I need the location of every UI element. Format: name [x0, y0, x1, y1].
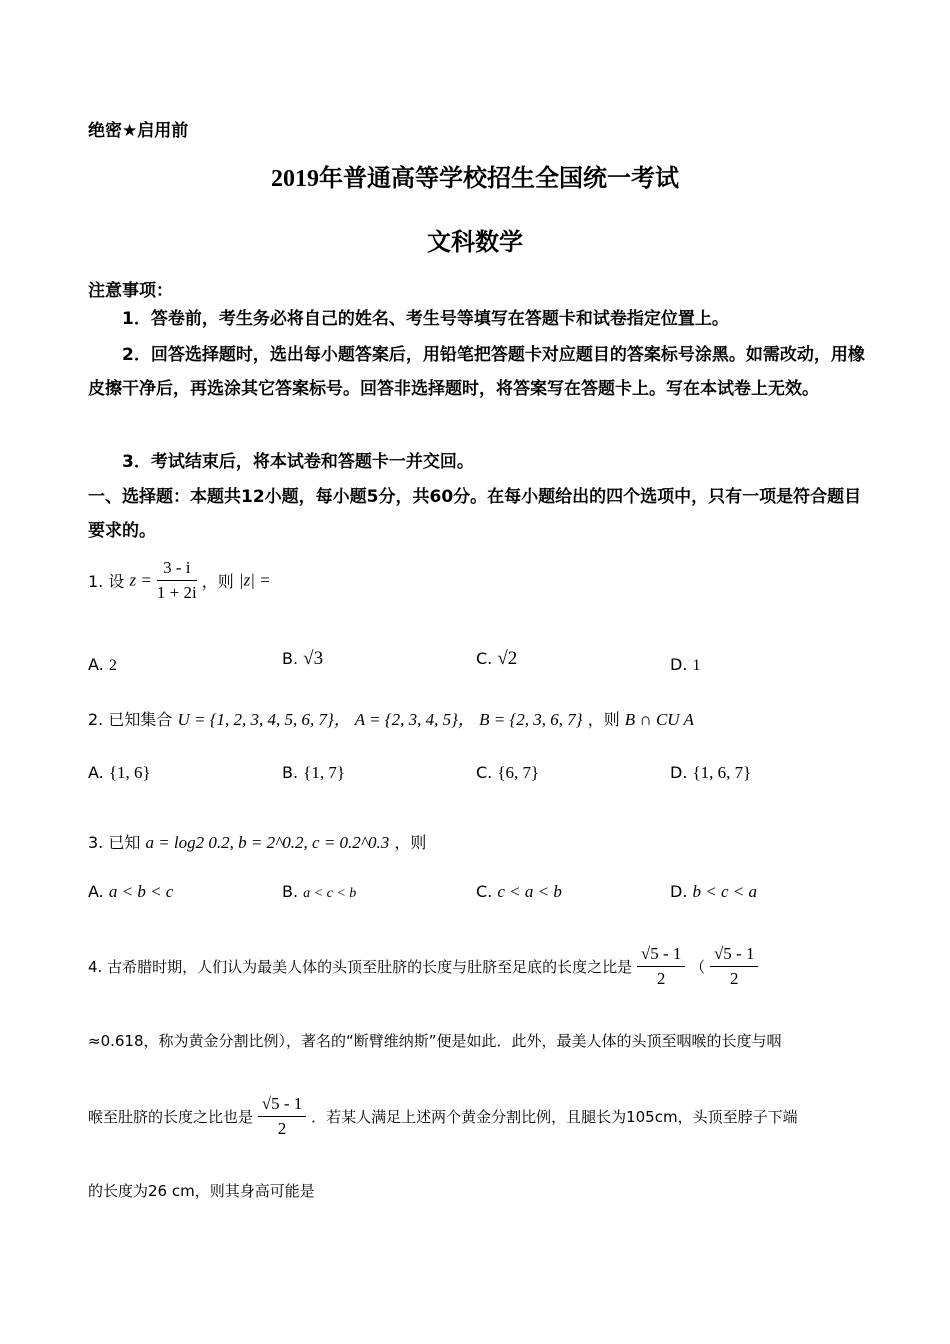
exam-subtitle: 文科数学	[427, 228, 523, 256]
q1-option-c[interactable]: C. √2	[476, 648, 518, 669]
q1-denominator: 1 + 2i	[156, 583, 197, 602]
q2-option-c[interactable]: C. {6, 7}	[476, 763, 540, 782]
q1-fraction	[157, 558, 197, 603]
exam-title: 2019年普通高等学校招生全国统一考试	[271, 166, 679, 192]
q1-numerator: 3 - i	[157, 558, 197, 581]
question-4-line-2: ≈0.618，称为黄金分割比例），著名的“断臂维纳斯”便是如此．此外，最美人体的头顶至咽喉的长度与咽	[88, 1032, 782, 1050]
q3-option-a[interactable]: A. a < b < c	[88, 882, 174, 901]
q4-line-3b: ．若某人满足上述两个黄金分割比例，且腿长为105cm，头顶至脖子下端	[311, 1108, 798, 1126]
q4-golden-ratio-3: $\frac{√5 - 1}{2}$	[258, 1094, 307, 1139]
q3-tail: ，则	[394, 833, 427, 852]
q1-tail: |z| =	[238, 570, 271, 590]
question-2	[88, 705, 694, 730]
q3-option-b[interactable]: B. a < c < b	[282, 882, 357, 901]
question-4-line-3	[88, 1094, 798, 1139]
section-heading: 一、选择题：本题共12小题，每小题5分，共60分。在每小题给出的四个选项中，只有一项是符合题目要求的。	[88, 487, 862, 541]
notice-item-2: 2．回答选择题时，选出每小题答案后，用铅笔把答题卡对应题目的答案标号涂黑。如需改动，用橡皮擦干净后，再选涂其它答案标号。回答非选择题时，将答案写在答题卡上。写在本试卷上无效。	[88, 345, 865, 399]
q1-option-a[interactable]: A. 2	[88, 655, 117, 674]
q3-option-c[interactable]: C. c < a < b	[476, 882, 562, 901]
question-4-line-4: 的长度为26 cm，则其身高可能是	[88, 1182, 315, 1200]
q2-expression: U = {1, 2, 3, 4, 5, 6, 7}， A = {2, 3, 4, 5}， B = {2, 3, 6, 7}	[177, 710, 583, 729]
q1-lhs: z =	[129, 570, 152, 590]
q3-prefix: 3. 已知	[88, 833, 141, 852]
notice-item-1: 1．答卷前，考生务必将自己的姓名、考生号等填写在答题卡和试卷指定位置上。	[122, 309, 729, 329]
notice-heading: 注意事项：	[88, 281, 173, 301]
question-4-line-1	[88, 944, 758, 989]
q1-mid: ，则	[201, 572, 234, 591]
q1-option-b[interactable]: B. √3	[282, 648, 324, 669]
q2-option-a[interactable]: A. {1, 6}	[88, 763, 151, 782]
notice-item-3: 3．考试结束后，将本试卷和答题卡一并交回。	[122, 452, 474, 472]
question-3	[88, 830, 426, 853]
q1-option-d[interactable]: D. 1	[670, 655, 701, 674]
confidential-mark: 绝密★启用前	[88, 121, 189, 141]
q2-mid: ，则	[587, 710, 620, 729]
q4-golden-ratio-1: $\frac{√5 - 1}{2}$	[637, 944, 686, 989]
q3-expression: a = log2 0.2, b = 2^0.2, c = 0.2^0.3	[145, 833, 390, 852]
q4-line-3a: 喉至肚脐的长度之比也是	[88, 1108, 254, 1126]
q2-option-d[interactable]: D. {1, 6, 7}	[670, 763, 752, 782]
q2-tail: B ∩ CU A	[624, 710, 694, 729]
q3-option-d[interactable]: D. b < c < a	[670, 882, 757, 901]
q4-paren: （	[690, 958, 706, 976]
q2-prefix: 2. 已知集合	[88, 710, 173, 729]
q2-option-b[interactable]: B. {1, 7}	[282, 763, 345, 782]
q4-line-1-text: 4. 古希腊时期，人们认为最美人体的头顶至肚脐的长度与肚脐至足底的长度之比是	[88, 958, 633, 976]
question-1	[88, 558, 271, 603]
q1-prefix: 1. 设	[88, 572, 125, 591]
q4-golden-ratio-2: $\frac{√5 - 1}{2}$	[710, 944, 759, 989]
